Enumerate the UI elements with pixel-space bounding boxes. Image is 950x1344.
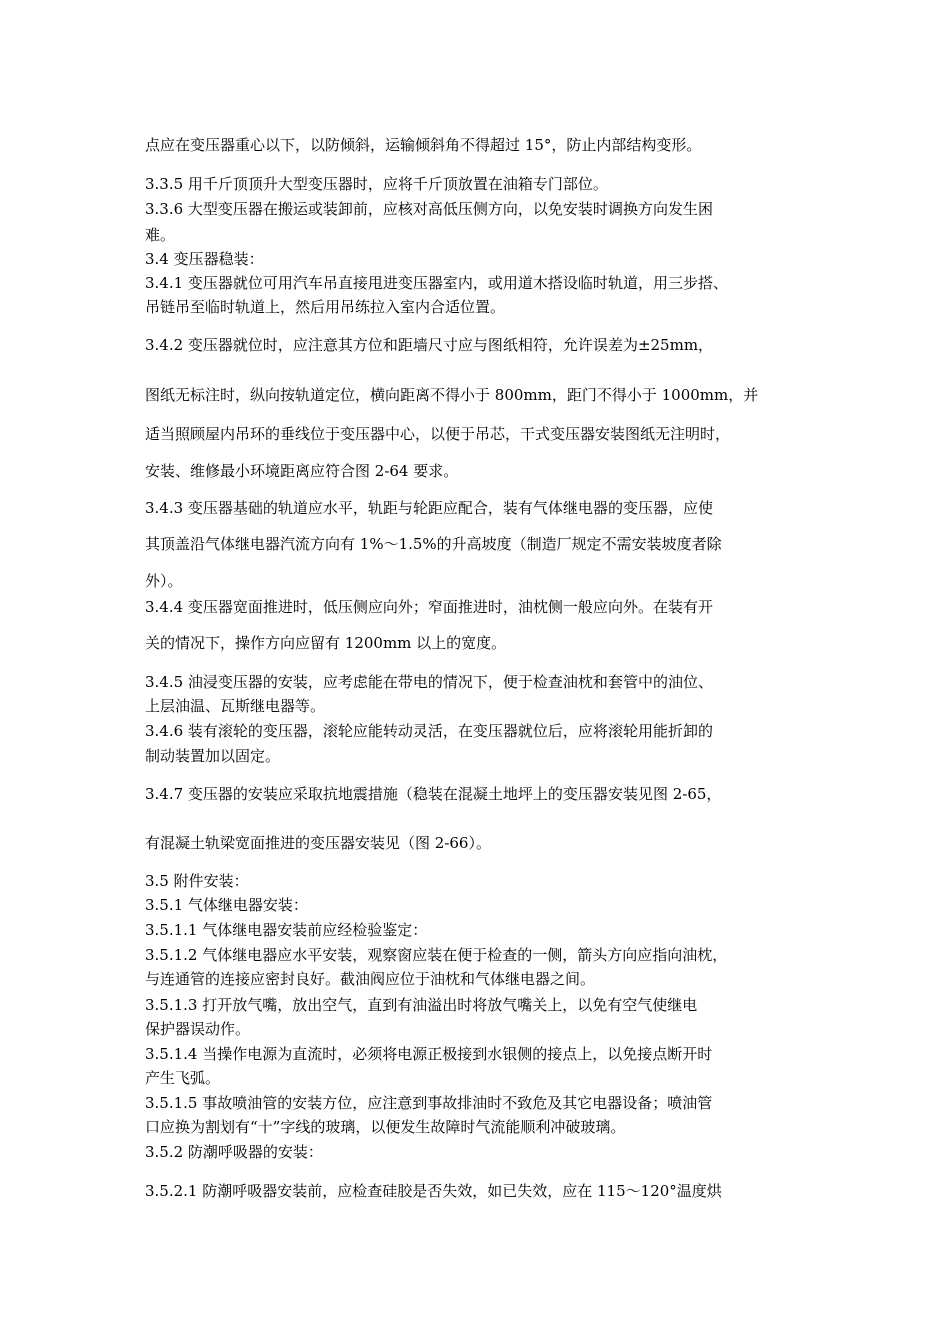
text-line: 3.4.4 变压器宽面推进时，低压侧应向外；窄面推进时，油枕侧一般应向外。在装有开 [145,598,713,616]
text-line: 有混凝土轨梁宽面推进的变压器安装见（图 2-66）。 [145,834,491,852]
text-line: 3.3.6 大型变压器在搬运或装卸前，应核对高低压侧方向，以免安装时调换方向发生困 [145,200,713,218]
text-line: 上层油温、瓦斯继电器等。 [145,697,326,715]
text-line: 图纸无标注时，纵向按轨道定位，横向距离不得小于 800mm，距门不得小于 1000mm，并 [145,386,759,404]
text-line: 产生飞弧。 [145,1069,221,1087]
text-line: 3.4.3 变压器基础的轨道应水平，轨距与轮距应配合，装有气体继电器的变压器，应使 [145,499,713,517]
text-line: 制动装置加以固定。 [145,747,281,765]
section-heading: 3.5 附件安装： [145,872,249,890]
text-line: 3.5.2.1 防潮呼吸器安装前，应检查硅胶是否失效，如已失效，应在 115～120°温度烘 [145,1182,722,1200]
text-line: 3.4.7 变压器的安装应采取抗地震措施（稳装在混凝土地坪上的变压器安装见图 2-65， [145,785,722,803]
text-line: 与连通管的连接应密封良好。截油阀应位于油枕和气体继电器之间。 [145,970,596,988]
text-line: 3.5.1.2 气体继电器应水平安装，观察窗应装在便于检查的一侧，箭头方向应指向油枕， [145,946,728,964]
text-line: 3.4.5 油浸变压器的安装，应考虑能在带电的情况下，便于检查油枕和套管中的油位、 [145,673,713,691]
text-line: 吊链吊至临时轨道上，然后用吊练拉入室内合适位置。 [145,298,506,316]
text-line: 外）。 [145,572,183,590]
text-line: 口应换为割划有“十”字线的玻璃，以便发生故障时气流能顺利冲破玻璃。 [145,1118,626,1136]
text-line: 保护器误动作。 [145,1020,251,1038]
section-heading: 3.4 变压器稳装： [145,250,264,268]
text-line: 3.5.1.1 气体继电器安装前应经检验鉴定： [145,921,428,939]
text-line: 其顶盖沿气体继电器汽流方向有 1%～1.5%的升高坡度（制造厂规定不需安装坡度者除 [145,535,722,553]
text-line: 难。 [145,226,176,244]
text-line: 3.4.6 装有滚轮的变压器，滚轮应能转动灵活，在变压器就位后，应将滚轮用能折卸的 [145,722,713,740]
section-heading: 3.5.2 防潮呼吸器的安装： [145,1143,323,1161]
text-line: 安装、维修最小环境距离应符合图 2-64 要求。 [145,462,459,480]
text-line: 关的情况下，操作方向应留有 1200mm 以上的宽度。 [145,634,507,652]
text-line: 3.3.5 用千斤顶顶升大型变压器时，应将千斤顶放置在油箱专门部位。 [145,175,608,193]
section-heading: 3.5.1 气体继电器安装： [145,896,308,914]
text-line: 3.4.2 变压器就位时，应注意其方位和距墙尺寸应与图纸相符，允许误差为±25mm， [145,336,714,354]
text-line: 3.5.1.3 打开放气嘴，放出空气，直到有油溢出时将放气嘴关上，以免有空气使继电 [145,996,698,1014]
text-line: 3.4.1 变压器就位可用汽车吊直接甩进变压器室内，或用道木搭设临时轨道，用三步搭、 [145,274,728,292]
text-line: 3.5.1.4 当操作电源为直流时，必须将电源正极接到水银侧的接点上，以免接点断开时 [145,1045,713,1063]
text-line: 适当照顾屋内吊环的垂线位于变压器中心，以便于吊芯，干式变压器安装图纸无注明时， [145,425,731,443]
text-line: 点应在变压器重心以下，以防倾斜，运输倾斜角不得超过 15°，防止内部结构变形。 [145,136,702,154]
text-line: 3.5.1.5 事故喷油管的安装方位，应注意到事故排油时不致危及其它电器设备；喷油管 [145,1094,713,1112]
